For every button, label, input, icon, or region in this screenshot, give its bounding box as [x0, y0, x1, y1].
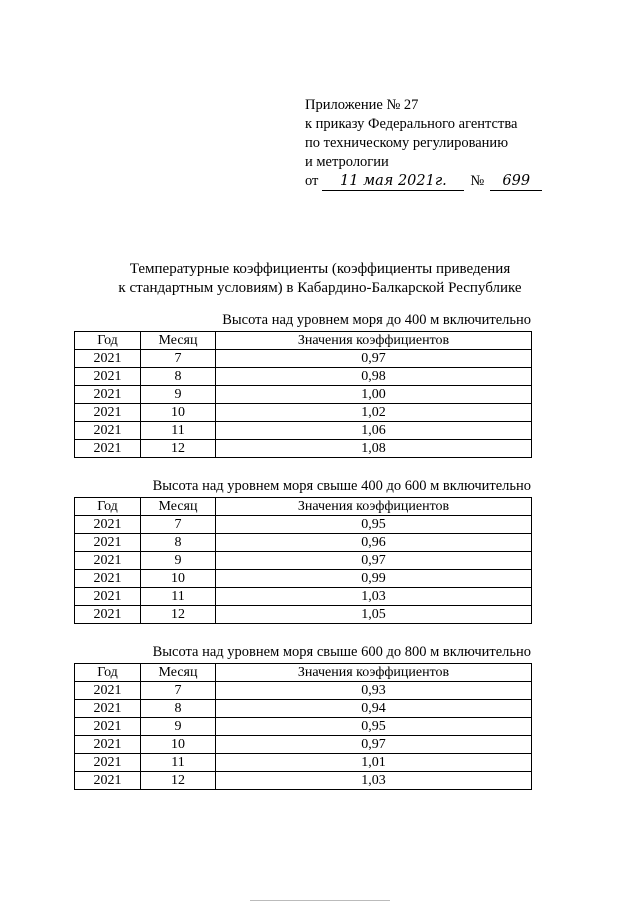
value-cell: 1,05 [216, 606, 532, 624]
table-row [75, 534, 532, 552]
section-caption: Высота над уровнем моря свыше 600 до 800 м включительно [152, 644, 531, 660]
year-cell: 2021 [75, 570, 141, 588]
table-row [75, 772, 532, 790]
value-cell: 0,93 [216, 682, 532, 700]
coefficients-table [74, 497, 532, 624]
month-cell: 8 [141, 700, 216, 718]
col-month-header: Месяц [141, 498, 216, 516]
month-cell: 9 [141, 718, 216, 736]
value-cell: 0,95 [216, 516, 532, 534]
number-label: № [470, 173, 485, 189]
table-row [75, 588, 532, 606]
year-cell: 2021 [75, 682, 141, 700]
scan-edge-mark [250, 900, 390, 901]
year-cell: 2021 [75, 534, 141, 552]
value-cell: 0,95 [216, 718, 532, 736]
col-value-header: Значения коэффициентов [216, 498, 532, 516]
year-cell: 2021 [75, 404, 141, 422]
title-line-1: Температурные коэффициенты (коэффициенты приведения [129, 261, 511, 277]
value-cell: 0,97 [216, 552, 532, 570]
table-row [75, 606, 532, 624]
year-cell: 2021 [75, 754, 141, 772]
value-cell: 0,97 [216, 350, 532, 368]
month-cell: 12 [141, 606, 216, 624]
appendix-header [305, 96, 542, 191]
year-cell: 2021 [75, 588, 141, 606]
table-row [75, 754, 532, 772]
year-cell: 2021 [75, 386, 141, 404]
month-cell: 12 [141, 772, 216, 790]
table-header-row [75, 332, 532, 350]
document-title [60, 260, 580, 298]
value-cell: 1,08 [216, 440, 532, 458]
value-cell: 0,98 [216, 368, 532, 386]
year-cell: 2021 [75, 606, 141, 624]
col-year-header: Год [75, 332, 141, 350]
table-row [75, 516, 532, 534]
month-cell: 9 [141, 552, 216, 570]
agency-name-cont: и метрологии [305, 154, 389, 170]
table-row [75, 682, 532, 700]
month-cell: 10 [141, 736, 216, 754]
month-cell: 10 [141, 570, 216, 588]
table-row [75, 552, 532, 570]
value-cell: 1,03 [216, 772, 532, 790]
table-row [75, 422, 532, 440]
col-year-header: Год [75, 664, 141, 682]
col-value-header: Значения коэффициентов [216, 664, 532, 682]
year-cell: 2021 [75, 422, 141, 440]
agency-name: по техническому регулированию [305, 135, 509, 151]
month-cell: 11 [141, 754, 216, 772]
order-date-line [305, 172, 542, 191]
value-cell: 0,97 [216, 736, 532, 754]
value-cell: 0,99 [216, 570, 532, 588]
year-cell: 2021 [75, 552, 141, 570]
col-value-header: Значения коэффициентов [216, 332, 532, 350]
year-cell: 2021 [75, 772, 141, 790]
month-cell: 9 [141, 386, 216, 404]
handwritten-date: 11 мая 2021г. [322, 174, 464, 191]
table-row [75, 368, 532, 386]
value-cell: 1,06 [216, 422, 532, 440]
table-row [75, 350, 532, 368]
col-year-header: Год [75, 498, 141, 516]
year-cell: 2021 [75, 718, 141, 736]
table-header-row [75, 498, 532, 516]
table-row [75, 440, 532, 458]
year-cell: 2021 [75, 368, 141, 386]
year-cell: 2021 [75, 350, 141, 368]
table-row [75, 718, 532, 736]
month-cell: 11 [141, 588, 216, 606]
table-row [75, 570, 532, 588]
month-cell: 10 [141, 404, 216, 422]
section-caption: Высота над уровнем моря свыше 400 до 600 м включительно [152, 478, 531, 494]
section-caption: Высота над уровнем моря до 400 м включительно [222, 312, 531, 328]
table-header-row [75, 664, 532, 682]
year-cell: 2021 [75, 736, 141, 754]
year-cell: 2021 [75, 440, 141, 458]
appendix-number: Приложение № 27 [305, 97, 419, 113]
value-cell: 1,02 [216, 404, 532, 422]
value-cell: 1,01 [216, 754, 532, 772]
value-cell: 1,03 [216, 588, 532, 606]
year-cell: 2021 [75, 700, 141, 718]
from-label: от [305, 173, 319, 189]
value-cell: 0,96 [216, 534, 532, 552]
month-cell: 12 [141, 440, 216, 458]
month-cell: 7 [141, 350, 216, 368]
order-reference: к приказу Федерального агентства [305, 116, 518, 132]
col-month-header: Месяц [141, 332, 216, 350]
handwritten-number: 699 [490, 174, 542, 191]
table-row [75, 736, 532, 754]
col-month-header: Месяц [141, 664, 216, 682]
table-row [75, 700, 532, 718]
month-cell: 7 [141, 516, 216, 534]
title-line-2: к стандартным условиям) в Кабардино-Балкарской Республике [118, 280, 522, 296]
month-cell: 8 [141, 534, 216, 552]
year-cell: 2021 [75, 516, 141, 534]
value-cell: 0,94 [216, 700, 532, 718]
month-cell: 11 [141, 422, 216, 440]
table-row [75, 386, 532, 404]
table-row [75, 404, 532, 422]
month-cell: 7 [141, 682, 216, 700]
month-cell: 8 [141, 368, 216, 386]
coefficients-table [74, 331, 532, 458]
value-cell: 1,00 [216, 386, 532, 404]
coefficients-table [74, 663, 532, 790]
